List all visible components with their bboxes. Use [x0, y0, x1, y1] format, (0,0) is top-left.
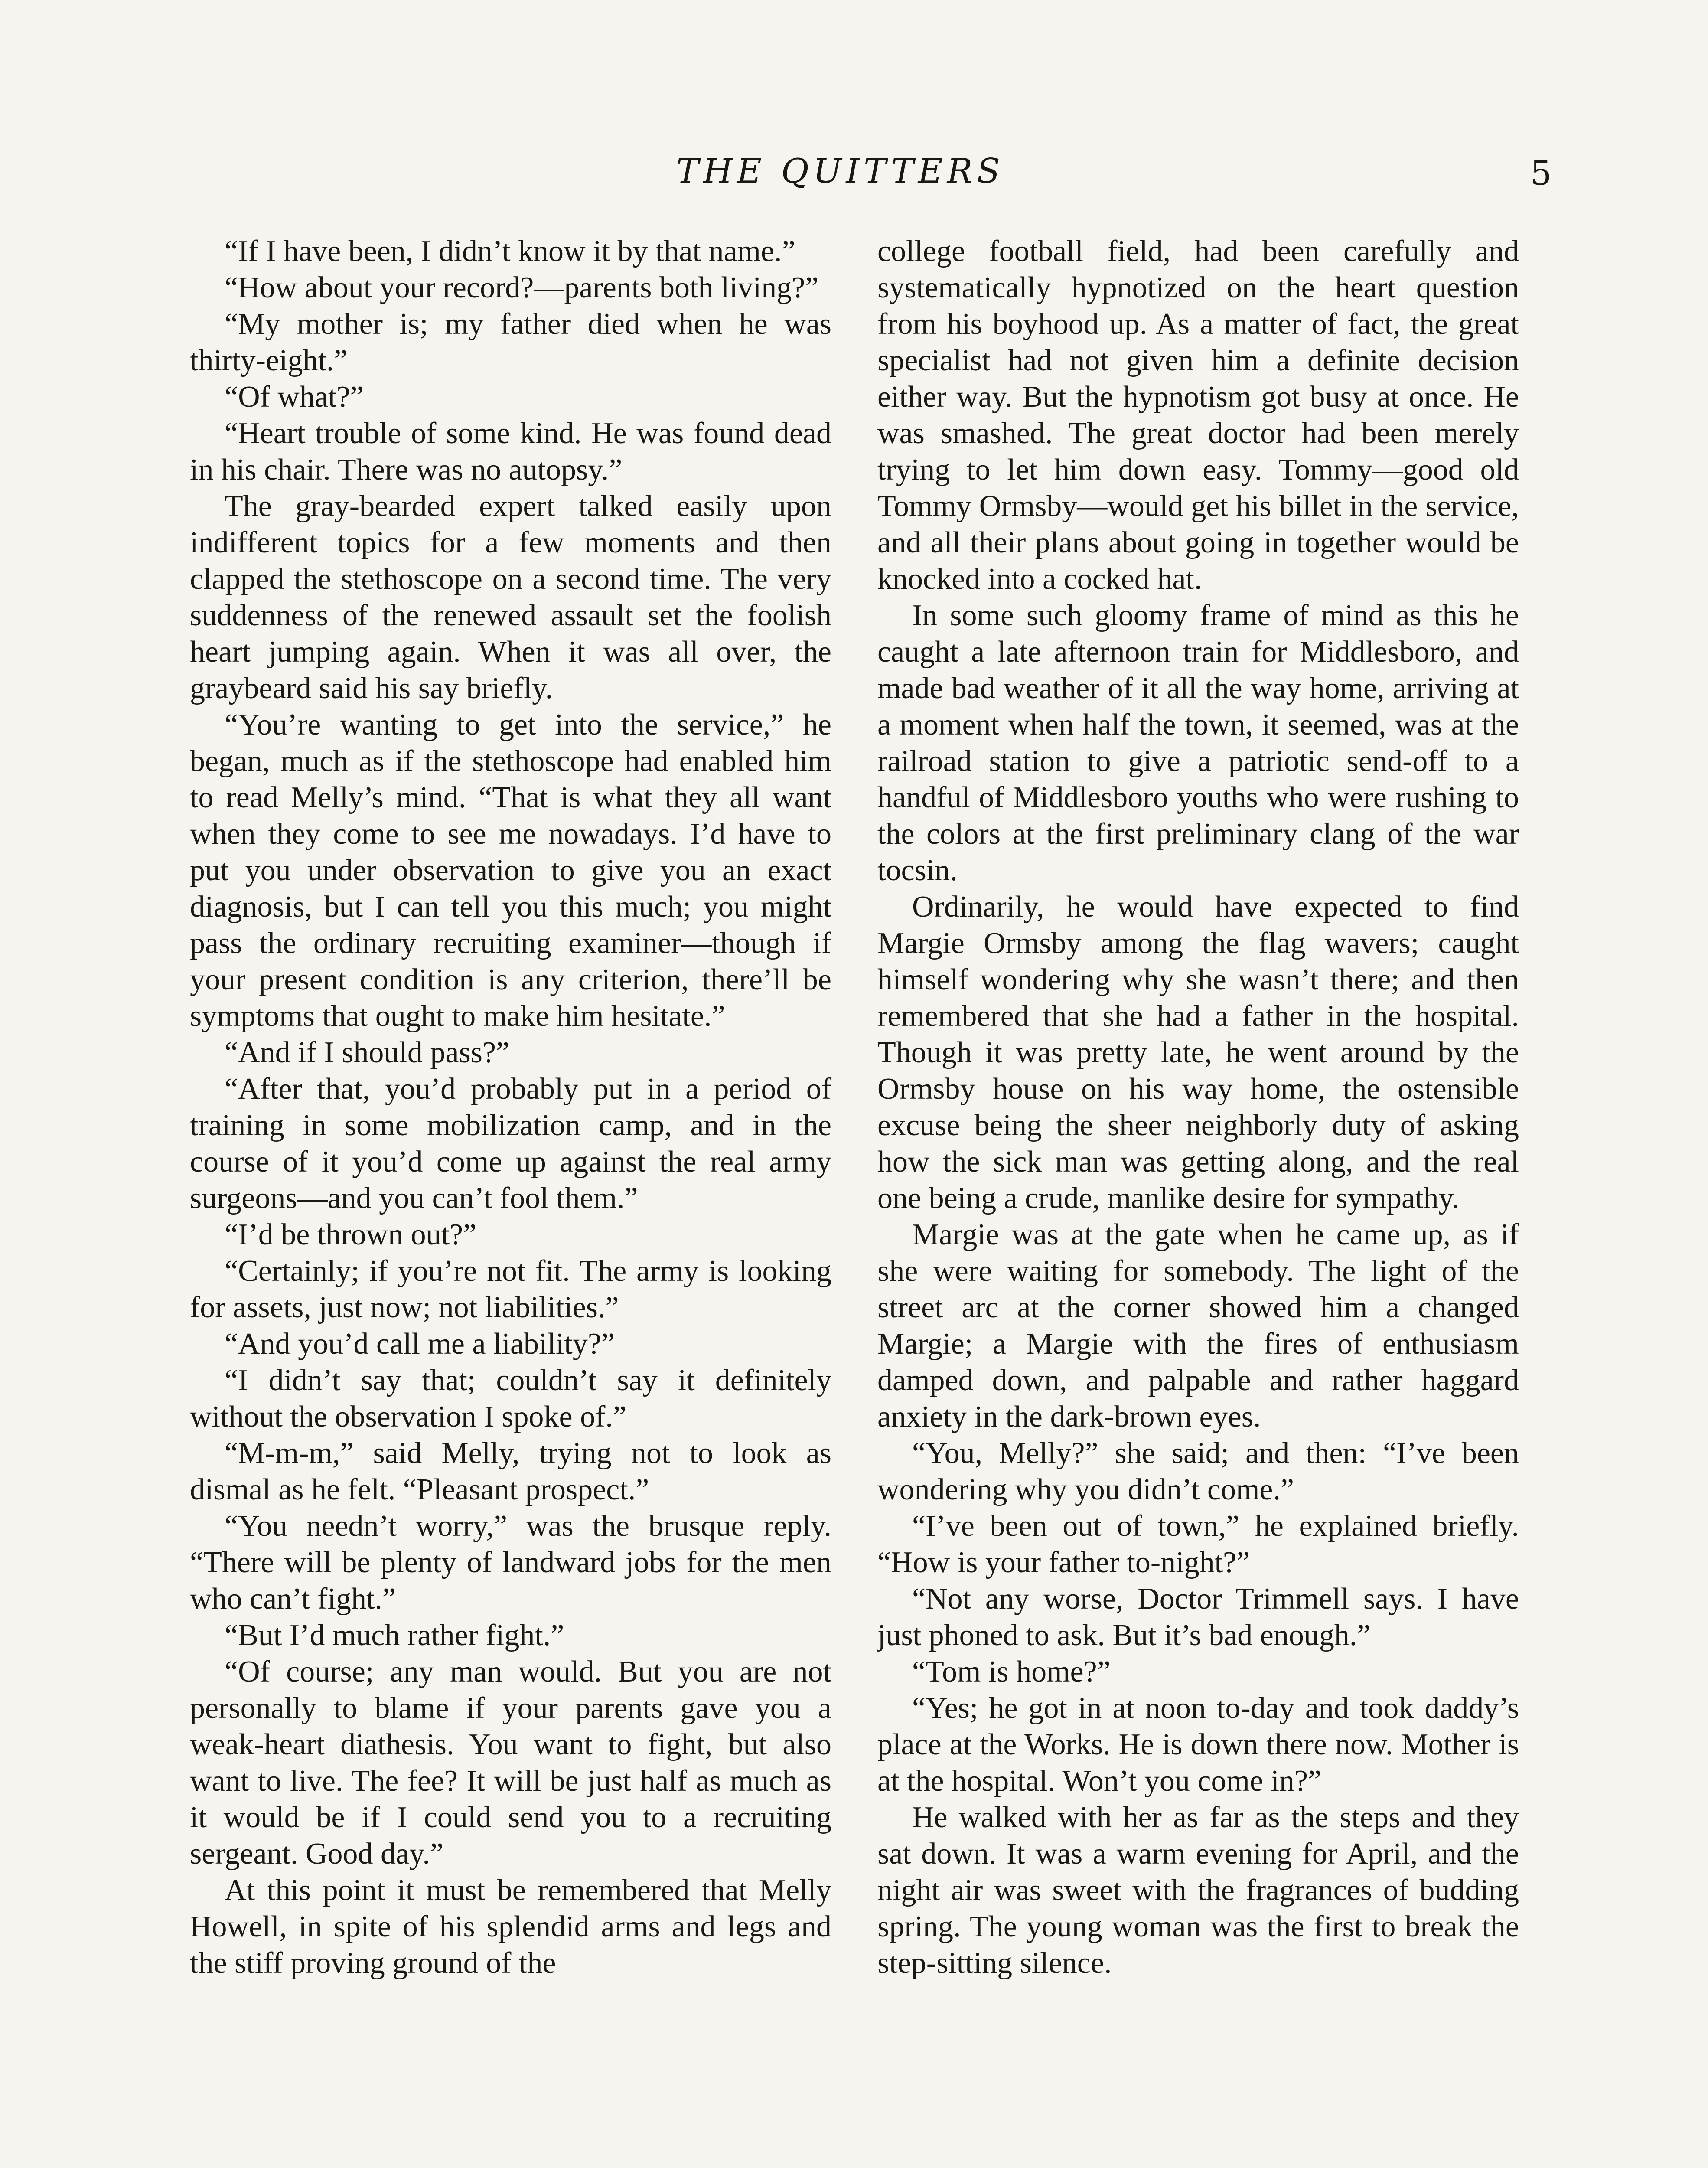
paragraph: “Heart trouble of some kind. He was found dead in his chair. There was no autopsy.”	[190, 417, 831, 486]
paragraph: “My mother is; my father died when he was thirty-eight.”	[190, 307, 831, 377]
paragraph: “M-m-m,” said Melly, trying not to look as dismal as he felt. “Pleasant prospect.”	[190, 1437, 831, 1506]
paragraph: “You’re wanting to get into the service,” he began, much as if the stethoscope had enabled him to read Melly’s mind. “That is what they all want when they come to see me nowadays. I’d have to put you under observation to give you an exact diagnosis, but I can tell you this much; you might pass the ordinary recruiting examiner—though if your present condition is any criterion, there’ll be symptoms that ought to make him hesitate.”	[190, 708, 831, 1033]
paragraph: “I’d be thrown out?”	[225, 1218, 477, 1251]
paragraph: “How about your record?—parents both living?”	[225, 271, 819, 304]
paragraph: “And if I should pass?”	[225, 1036, 510, 1069]
paragraph: “You needn’t worry,” was the brusque reply. “There will be plenty of landward jobs for the men who can’t fight.”	[190, 1509, 831, 1616]
continued-paragraph: college football field, had been carefully and systematically hypnotized on the heart question from his boyhood up. As a matter of fact, the great specialist had not given him a definite decision either way. But the hypnotism got busy at once. He was smashed. The great doctor had been merely trying to let him down easy. Tommy—good old Tommy Ormsby—would get his billet in the service, and all their plans about going in together would be knocked into a cocked hat.	[877, 235, 1519, 596]
page-number: 5	[1530, 154, 1552, 193]
paragraph: “Of what?”	[225, 380, 364, 414]
paragraph: He walked with her as far as the steps and they sat down. It was a warm evening for April, and the night air was sweet with the fragrances of budding spring. The young woman was the first to break the step-sitting silence.	[877, 1801, 1519, 1980]
paragraph: In some such gloomy frame of mind as this he caught a late afternoon train for Middlesboro, and made bad weather of it all the way home, arriving at a moment when half the town, it seemed, was at the railroad station to give a patriotic send-off to a handful of Middlesboro youths who were rushing to the colors at the first preliminary clang of the war tocsin.	[877, 599, 1519, 887]
left-text-column	[190, 233, 831, 1982]
paragraph: “If I have been, I didn’t know it by that name.”	[225, 235, 795, 268]
paragraph: “Not any worse, Doctor Trimmell says. I have just phoned to ask. But it’s bad enough.”	[877, 1582, 1519, 1652]
paragraph: Margie was at the gate when he came up, as if she were waiting for somebody. The light of the street arc at the corner showed him a changed Margie; a Margie with the fires of enthusiasm damped down, and palpable and rather haggard anxiety in the dark-brown eyes.	[877, 1218, 1519, 1433]
right-text-column	[877, 233, 1519, 1982]
paragraph: The gray-bearded expert talked easily upon indifferent topics for a few moments and then clapped the stethoscope on a second time. The very suddenness of the renewed assault set the foolish heart jumping again. When it was all over, the graybeard said his say briefly.	[190, 490, 831, 705]
paragraph: “You, Melly?” she said; and then: “I’ve been wondering why you didn’t come.”	[877, 1437, 1519, 1506]
paragraph: “I’ve been out of town,” he explained briefly. “How is your father to-night?”	[877, 1509, 1519, 1579]
paragraph: “And you’d call me a liability?”	[225, 1327, 615, 1361]
paragraph: “Certainly; if you’re not fit. The army is looking for assets, just now; not liabilities.”	[190, 1254, 831, 1324]
paragraph: “Yes; he got in at noon to-day and took daddy’s place at the Works. He is down there now. Mother is at the hospital. Won’t you come in?”	[877, 1691, 1519, 1798]
paragraph: “After that, you’d probably put in a period of training in some mobilization camp, and in the course of it you’d come up against the real army surgeons—and you can’t fool them.”	[190, 1072, 831, 1215]
paragraph: “Tom is home?”	[912, 1655, 1111, 1688]
paragraph: “Of course; any man would. But you are not personally to blame if your parents gave you a weak-heart diathesis. You want to fight, but also want to live. The fee? It will be just half as much as it would be if I could send you to a recruiting sergeant. Good day.”	[190, 1655, 831, 1871]
paragraph: Ordinarily, he would have expected to find Margie Ormsby among the flag wavers; caught himself wondering why she wasn’t there; and then remembered that she had a father in the hospital. Though it was pretty late, he went around by the Ormsby house on his way home, the ostensible excuse being the sheer neighborly duty of asking how the sick man was getting along, and the real one being a crude, manlike desire for sympathy.	[877, 890, 1519, 1215]
paragraph: “I didn’t say that; couldn’t say it definitely without the observation I spoke of.”	[190, 1364, 831, 1433]
running-title: THE QUITTERS	[676, 152, 1004, 191]
paragraph: “But I’d much rather fight.”	[225, 1619, 564, 1652]
paragraph: At this point it must be remembered that Melly Howell, in spite of his splendid arms and legs and the stiff proving ground of the	[190, 1874, 831, 1980]
